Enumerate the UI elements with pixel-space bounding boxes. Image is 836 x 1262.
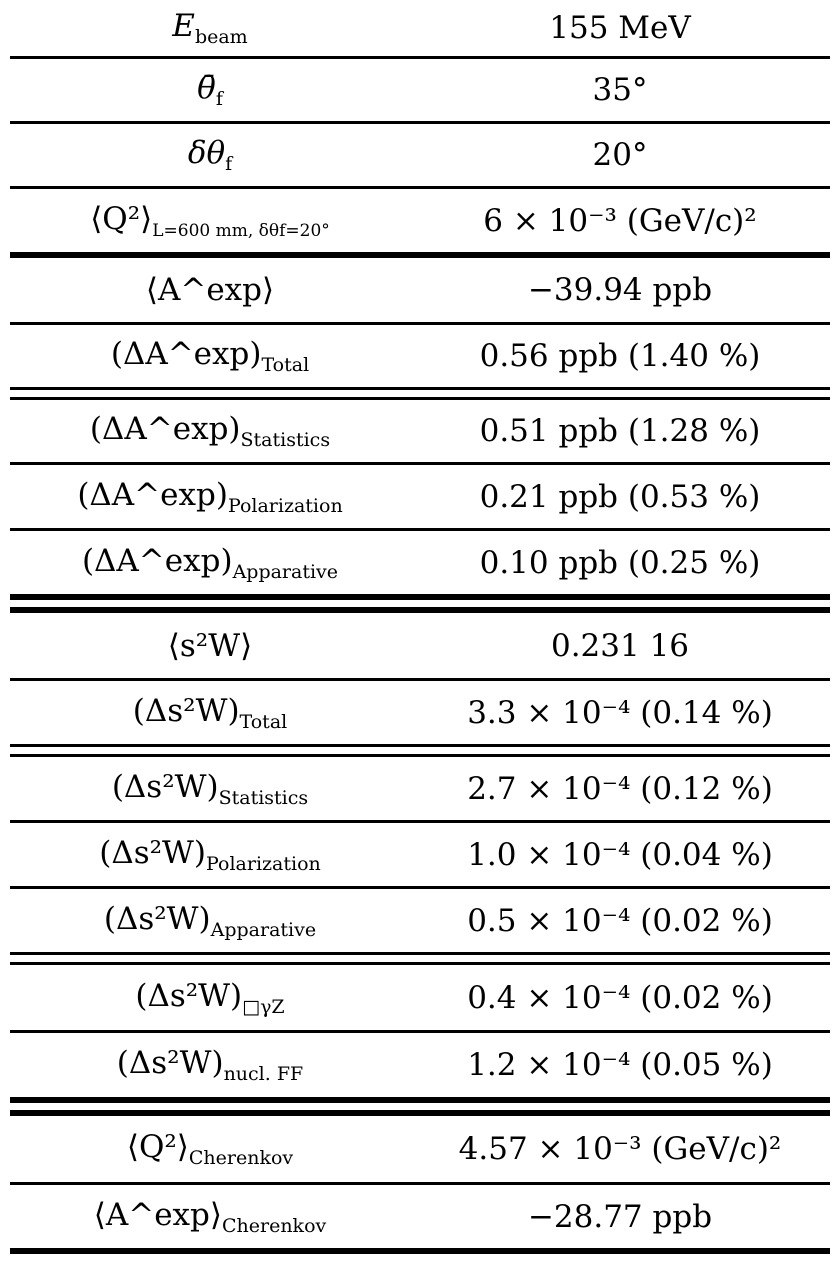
table-row bbox=[10, 258, 830, 322]
table-row bbox=[10, 189, 830, 252]
table-row bbox=[10, 59, 830, 121]
row-label: $\thetā_f$ bbox=[197, 70, 223, 110]
row-value: 2.7 × 10⁻⁴ (0.12 %) bbox=[467, 770, 773, 807]
table-row bbox=[10, 1033, 830, 1097]
row-value: −39.94 ppb bbox=[527, 272, 713, 308]
row-value: 155 MeV bbox=[549, 10, 691, 46]
row-label: $(\Delta A\^{}\exp)_{Statistics}$ bbox=[89, 411, 331, 451]
row-label: $(\Delta s^2W)_{Statistics}$ bbox=[111, 768, 309, 809]
row-value: −28.77 ppb bbox=[527, 1198, 713, 1235]
rule-double bbox=[10, 387, 830, 390]
table-row bbox=[10, 124, 830, 186]
rule-double bbox=[10, 744, 830, 747]
row-value: 1.0 × 10⁻⁴ (0.04 %) bbox=[467, 836, 773, 873]
row-label: $(\Delta s^2W)_{nucl. FF}$ bbox=[116, 1045, 304, 1085]
table-row bbox=[10, 965, 830, 1030]
row-value: 0.5 × 10⁻⁴ (0.02 %) bbox=[467, 902, 773, 939]
row-value: 0.231 16 bbox=[550, 627, 690, 664]
row-label: $(\Delta s^2W)_{Polarization}$ bbox=[99, 834, 321, 875]
row-value: 35° bbox=[592, 72, 648, 108]
rule-double-thick bbox=[10, 594, 830, 600]
row-value: 0.10 ppb (0.25 %) bbox=[479, 544, 761, 581]
table-row bbox=[10, 1116, 830, 1182]
table-row bbox=[10, 681, 830, 744]
row-label: $⟨A\^{}\exp⟩_{Cherenkov}$ bbox=[93, 1196, 327, 1237]
rule-thick bbox=[10, 1248, 830, 1254]
table-row bbox=[10, 325, 830, 387]
row-value: 0.51 ppb (1.28 %) bbox=[479, 413, 761, 449]
row-label: $(\Delta s^2W)_{□\gamma Z}$ bbox=[135, 977, 285, 1018]
row-label: $(\Delta A\^{}\exp)_{Apparative}$ bbox=[81, 542, 339, 583]
row-value: 4.57 × 10⁻³ (GeV/c)² bbox=[458, 1131, 782, 1167]
table-row bbox=[10, 400, 830, 462]
table-row bbox=[10, 889, 830, 952]
row-value: 3.3 × 10⁻⁴ (0.14 %) bbox=[467, 694, 773, 731]
row-label: ⟨s²W⟩ bbox=[167, 627, 253, 664]
table-row bbox=[10, 465, 830, 528]
row-label: $(\Delta s^2W)_{Apparative}$ bbox=[103, 900, 317, 941]
row-label: $(\Delta A\^{}\exp)_{Polarization}$ bbox=[77, 476, 343, 517]
row-value: 0.56 ppb (1.40 %) bbox=[479, 338, 761, 374]
row-label: $⟨Q^2⟩_{L=600 mm, \delta\theta f=20^\circ}$ bbox=[90, 200, 330, 241]
row-value: 0.4 × 10⁻⁴ (0.02 %) bbox=[467, 979, 773, 1016]
row-label: $E_{beam}$ bbox=[172, 8, 248, 48]
row-value: 20° bbox=[592, 137, 648, 173]
row-value: 1.2 × 10⁻⁴ (0.05 %) bbox=[467, 1047, 773, 1083]
table-row bbox=[10, 531, 830, 594]
table-row bbox=[10, 823, 830, 886]
row-value: 6 × 10⁻³ (GeV/c)² bbox=[483, 202, 757, 239]
table-row bbox=[10, 1185, 830, 1248]
table-row bbox=[10, 0, 830, 56]
row-label: $⟨Q^2⟩_{Cherenkov}$ bbox=[126, 1129, 294, 1169]
rule-double-thick bbox=[10, 1097, 830, 1103]
table-row bbox=[10, 757, 830, 820]
rule-double bbox=[10, 952, 830, 955]
row-label: $\delta\theta_f$ bbox=[187, 135, 233, 175]
row-label: $(\Delta A\^{}\exp)_{Total}$ bbox=[110, 336, 310, 376]
row-label: ⟨A^exp⟩ bbox=[145, 272, 275, 308]
row-value: 0.21 ppb (0.53 %) bbox=[479, 478, 761, 515]
table-row bbox=[10, 613, 830, 678]
row-label: $(\Delta s^2W)_{Total}$ bbox=[132, 692, 288, 733]
